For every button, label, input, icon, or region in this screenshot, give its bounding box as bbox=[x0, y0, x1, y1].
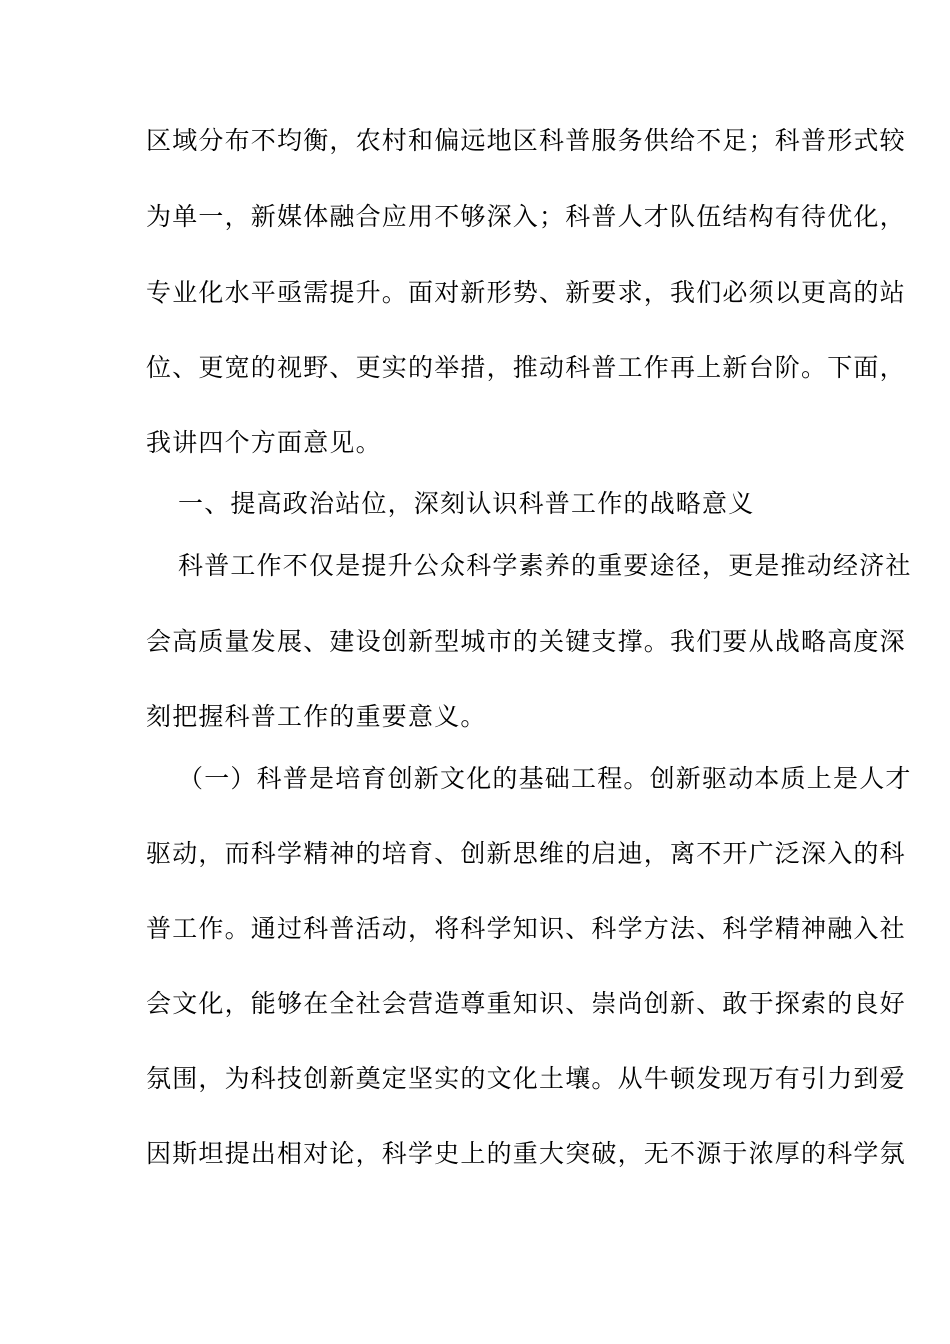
paragraph-line: 会文化，能够在全社会营造尊重知识、崇尚创新、敢于探索的良好 bbox=[146, 989, 906, 1018]
paragraph-line: 刻把握科普工作的重要意义。 bbox=[146, 702, 487, 731]
paragraph-line: 科普工作不仅是提升公众科学素养的重要途径，更是推动经济社 bbox=[178, 551, 912, 580]
paragraph-line: 会高质量发展、建设创新型城市的关键支撑。我们要从战略高度深 bbox=[146, 627, 906, 656]
paragraph-line: 为单一，新媒体融合应用不够深入；科普人才队伍结构有待优化， bbox=[146, 202, 906, 231]
paragraph-line: 因斯坦提出相对论，科学史上的重大突破，无不源于浓厚的科学氛 bbox=[146, 1139, 906, 1168]
section-heading: 一、提高政治站位，深刻认识科普工作的战略意义 bbox=[178, 489, 755, 518]
paragraph-line: 位、更宽的视野、更实的举措，推动科普工作再上新台阶。下面， bbox=[146, 353, 906, 382]
paragraph-line: 驱动，而科学精神的培育、创新思维的启迪，离不开广泛深入的科 bbox=[146, 839, 906, 868]
paragraph-line: 普工作。通过科普活动，将科学知识、科学方法、科学精神融入社 bbox=[146, 914, 906, 943]
subsection-line: （一）科普是培育创新文化的基础工程。创新驱动本质上是人才 bbox=[178, 764, 912, 793]
paragraph-line: 我讲四个方面意见。 bbox=[146, 428, 382, 457]
paragraph-line: 区域分布不均衡，农村和偏远地区科普服务供给不足；科普形式较 bbox=[146, 126, 906, 155]
paragraph-line: 专业化水平亟需提升。面对新形势、新要求，我们必须以更高的站 bbox=[146, 278, 906, 307]
paragraph-line: 氛围，为科技创新奠定坚实的文化土壤。从牛顿发现万有引力到爱 bbox=[146, 1064, 906, 1093]
